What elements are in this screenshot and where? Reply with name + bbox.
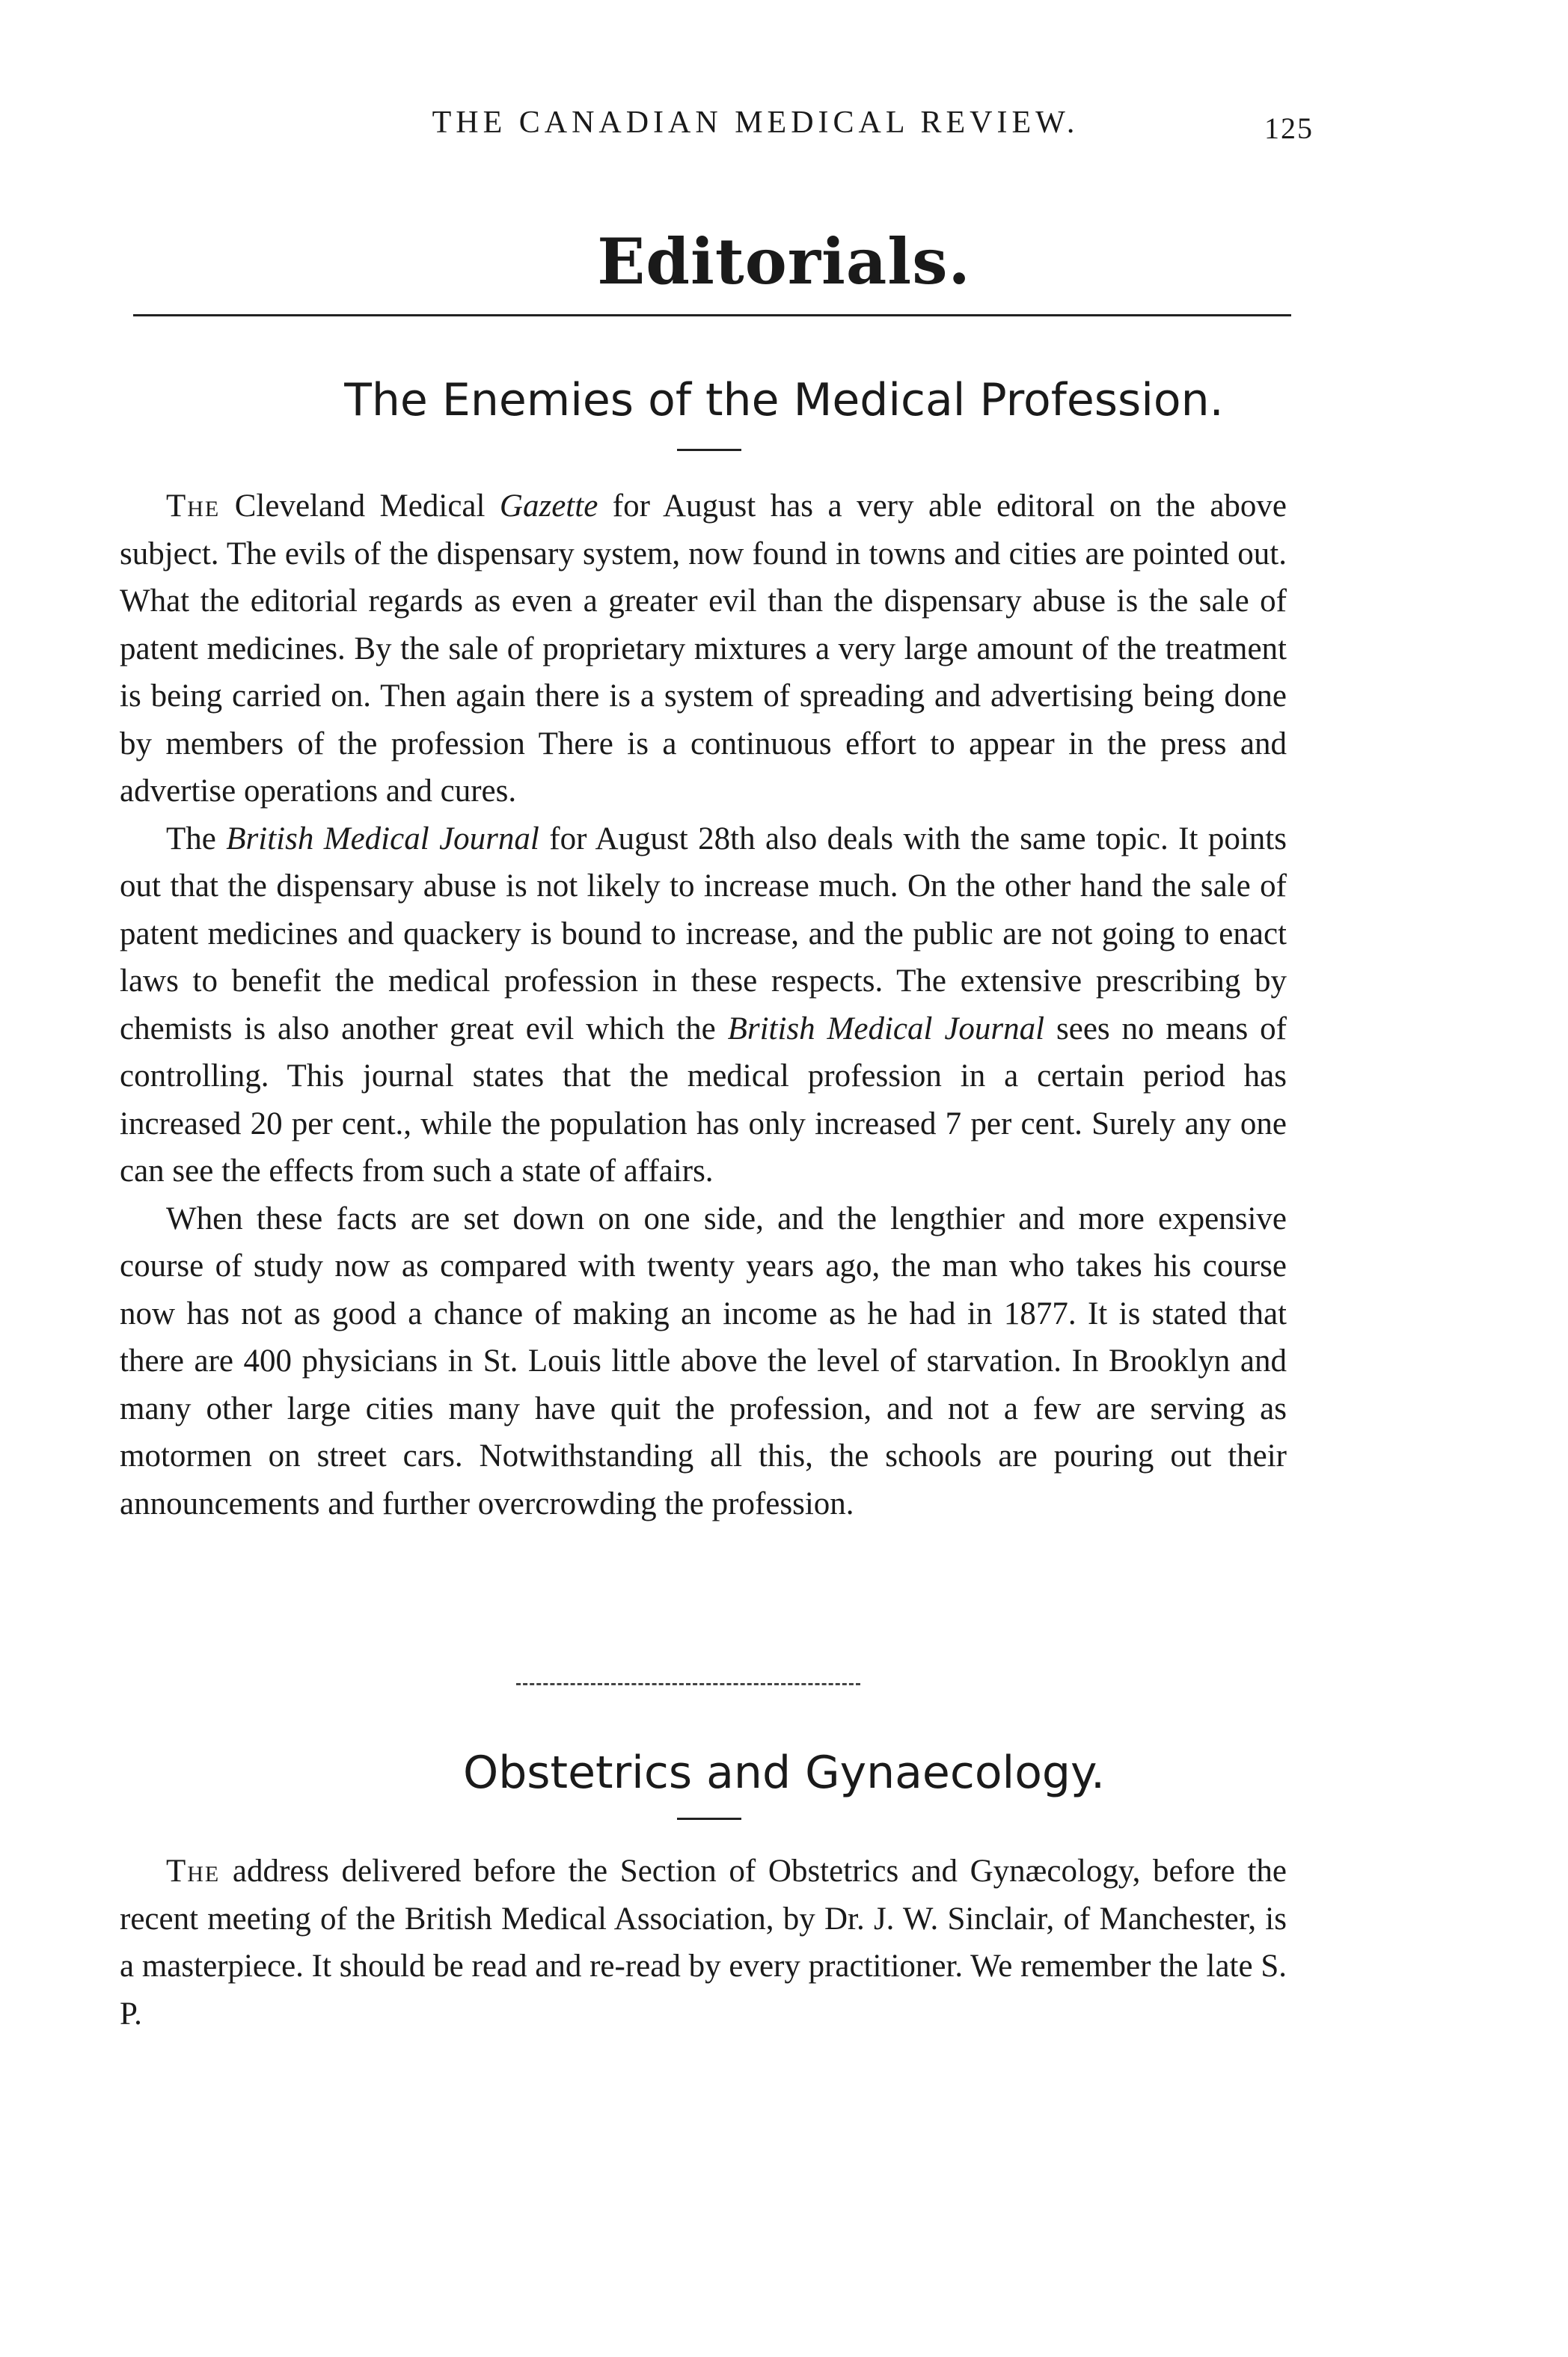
article-body-obstetrics <box>120 1848 1287 2038</box>
italic-title: British Medical Journal <box>226 821 539 856</box>
lead-word: The <box>166 488 221 524</box>
title-rule <box>677 449 741 451</box>
title-rule <box>677 1818 741 1820</box>
article-title-enemies: The Enemies of the Medical Profession. <box>344 374 1224 426</box>
section-rule <box>133 314 1291 316</box>
italic-title: British Medical Journal <box>727 1011 1045 1046</box>
text-run: address delivered before the Section of Obstetrics and Gynæcology, before the recent meeting of the British Medical Association, by Dr. J. W. Sinclair, of Manchester, is a masterpiece. It should be read and re-read by every practitioner. We remember the late S. P. <box>120 1854 1287 2032</box>
text-run: for August 28th also deals with the same topic. It points out that the dispensary abuse is not likely to increase much. On the other hand the sale of patent medicines and quackery is bound to increase, and the public are not going to enact laws to benefit the medical profession in these respects. The extensive prescribing by chemists is also another great evil which the <box>120 821 1287 1046</box>
article-title-obstetrics: Obstetrics and Gynaecology. <box>462 1747 1106 1799</box>
paragraph <box>120 1848 1287 2038</box>
text-run: sees no means of controlling. This journal states that the medical profession in a certain period has increased 20 per cent., while the population has only increased 7 per cent. Surely any one can see the effects from such a state of affairs. <box>120 1011 1287 1189</box>
article-body-enemies <box>120 482 1287 1527</box>
lead-word: The <box>166 1854 221 1889</box>
paragraph <box>120 482 1287 815</box>
paragraph: When these facts are set down on one side, and the lengthier and more expensive course of study now as compared with twenty years ago, the man who takes his course now has not as good a chance of making an income as he had in 1877. It is stated that there are 400 physicians in St. Louis little above the level of starvation. In Brooklyn and many other large cities many have quit the profession, and not a few are serving as motormen on street cars. Notwithstanding all this, the schools are pouring out their announcements and further overcrowding the profession. <box>120 1201 1287 1521</box>
page-number: 125 <box>1264 111 1314 145</box>
text-run: Cleveland Medical <box>220 488 500 524</box>
text-run: for August has a very able editoral on the above subject. The evils of the dispensary system, now found in towns and cities are pointed out. What the editorial regards as even a greater evil than the dispensary abuse is the sale of patent medicines. By the sale of proprietary mixtures a very large amount of the treatment is being carried on. Then again there is a system of spreading and advertising being done by members of the profession There is a continuous effort to appear in the press and advertise operations and cures. <box>120 488 1287 809</box>
article-separator <box>516 1683 860 1685</box>
running-head: THE CANADIAN MEDICAL REVIEW. <box>432 105 1079 140</box>
section-title: Editorials. <box>597 224 971 298</box>
paragraph <box>120 815 1287 1195</box>
text-run: The <box>166 821 227 856</box>
italic-title: Gazette <box>499 488 598 524</box>
